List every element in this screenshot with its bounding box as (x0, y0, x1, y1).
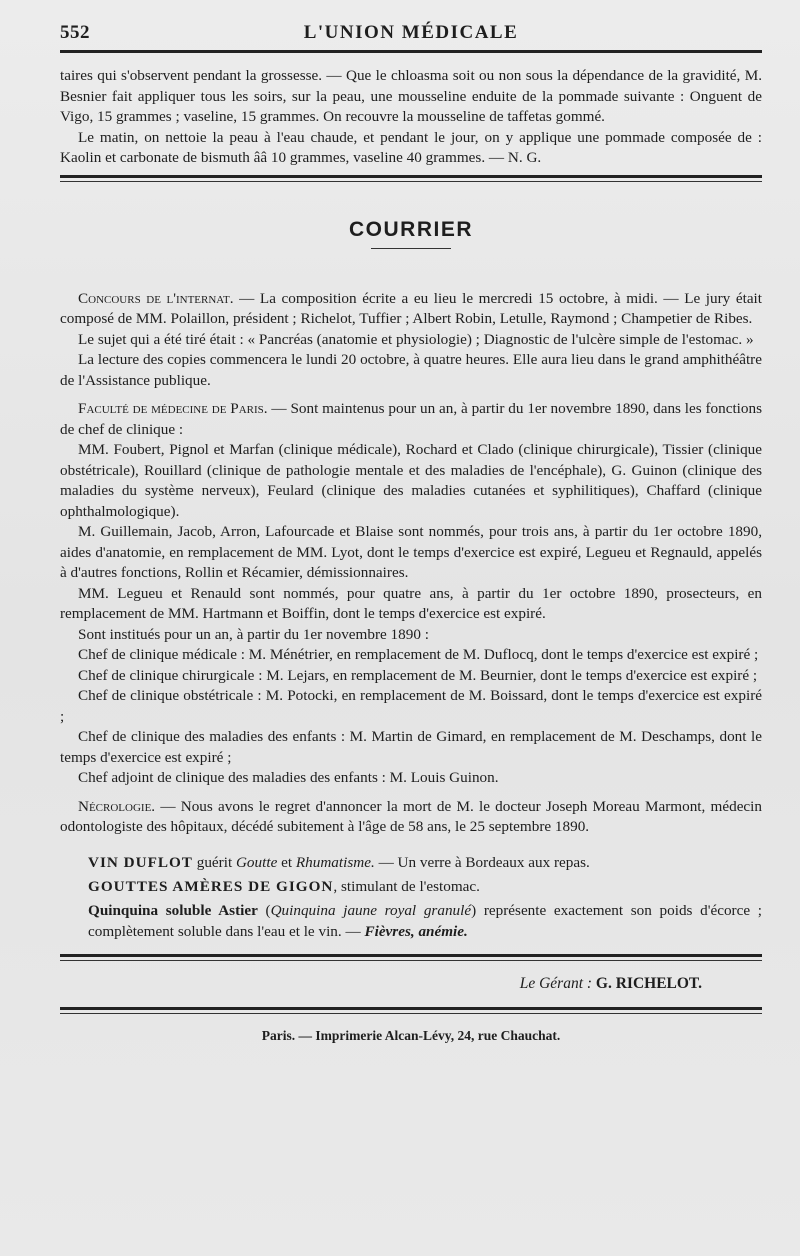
faculte-label: Faculté de médecine de Paris. (78, 400, 268, 417)
concours-label: Concours de l'internat. (78, 289, 234, 307)
faculte-text: — Sont maintenus pour un an, à partir du 1er novembre 1890, dans les fonctions de chef de clinique : (60, 400, 762, 438)
ad-gouttes-gigon: GOUTTES AMÈRES DE GIGON, stimulant de l'estomac. (88, 877, 480, 895)
paragraph-adjoint: Chef adjoint de clinique des maladies des enfants : M. Louis Guinon. (78, 769, 499, 786)
paragraph-concours (60, 289, 762, 330)
necrologie-label: Nécrologie. (78, 797, 156, 815)
paragraph-lecture: La lecture des copies commencera le lundi 20 octobre, à quatre heures. Elle aura lieu dans le grand amphithéâtre de l'Assistance publique. (60, 351, 762, 389)
ad-vin-duflot: VIN DUFLOT guérit Goutte et Rhumatisme. — Un verre à Bordeaux aux repas. (88, 853, 590, 871)
advertisements (60, 852, 762, 942)
page-header (60, 0, 762, 60)
paragraph-faculte (60, 399, 762, 440)
paragraph-prosecteurs: MM. Legueu et Renauld sont nommés, pour quatre ans, à partir du 1er octobre 1890, prosecteurs, en remplacement de MM. Hartmann et Boiffin, dont le temps d'exercice est expiré. (60, 584, 762, 622)
paragraph-chirurgicale: Chef de clinique chirurgicale : M. Lejars, en remplacement de M. Beurnier, dont le temps d'exercice est expiré ; (78, 666, 758, 684)
signature-label: Le Gérant : (519, 974, 593, 992)
paragraph-institues: Sont institués pour un an, à partir du 1er novembre 1890 : (78, 625, 429, 643)
paragraph-chefs: MM. Foubert, Pignol et Marfan (clinique médicale), Rochard et Clado (clinique chirurgicale), Tissier (clinique obstétricale), Rouillard (clinique de pathologie mentale et des maladies de l'encéphale), G. Guinon (clinique des maladies du système nerveux), Feulard (clinique des maladies cutanées et syphilitiques), Chaffard (clinique ophthalmologique). (60, 441, 762, 520)
section-title: COURRIER (348, 217, 473, 241)
paragraph-aides: M. Guillemain, Jacob, Arron, Lafourcade et Blaise sont nommés, pour trois ans, à partir du 1er octobre 1890, aides d'anatomie, en remplacement de MM. Lyot, dont le temps d'exercice est expiré, Legueu et Regnauld, appelés à d'autres fonctions, Rollin et Récamier, démissionnaires. (60, 523, 762, 581)
intro-paragraph-1: taires qui s'observent pendant la grossesse. — Que le chloasma soit ou non sous la dépendance de la gravidité, M. Besnier fait appliquer tous les soirs, sur la peau, une mousseline enduite de la pommade suivante : Onguent de Vigo, 15 grammes ; vaseline, 15 grammes. On recouvre la mousseline de taffetas gommé. (60, 67, 762, 125)
concours-text: — La composition écrite a eu lieu le mercredi 15 octobre, à midi. — Le jury était composé de MM. Polaillon, président ; Richelot, Tuffier ; Albert Robin, Letulle, Raymond ; Champetier de Ribes. (60, 289, 762, 327)
printer-footer: Paris. — Imprimerie Alcan-Lévy, 24, rue Chauchat. (261, 1027, 561, 1043)
footer-divider (60, 1007, 762, 1014)
paragraph-necrologie (60, 797, 762, 838)
ad-quinquina-astier-name: Quinquina soluble Astier (88, 901, 258, 919)
courrier-body (60, 289, 762, 838)
intro-paragraph-2: Le matin, on nettoie la peau à l'eau chaude, et pendant le jour, on y applique une pommade composée de : Kaolin et carbonate de bismuth ââ 10 grammes, vaseline 40 grammes. — N. G. (60, 128, 762, 166)
journal-title: L'UNION MÉDICALE (303, 22, 519, 43)
signature (60, 975, 702, 993)
bottom-divider (60, 954, 762, 961)
ad-quinquina-astier: Quinquina soluble Astier (Quinquina jaune royal granulé) représente exactement son poids d'écorce ; complètement soluble dans l'eau et le vin. — Fièvres, anémie. (88, 901, 762, 940)
section-title-rule (371, 248, 451, 249)
signature-name: G. RICHELOT. (592, 974, 702, 992)
ad-gouttes-gigon-name: GOUTTES AMÈRES DE GIGON (88, 877, 334, 895)
section-divider (60, 175, 762, 182)
paragraph-sujet: Le sujet qui a été tiré était : « Pancréas (anatomie et physiologie) ; Diagnostic de l'ulcère simple de l'estomac. » (78, 330, 754, 348)
page-number: 552 (60, 22, 90, 43)
paragraph-enfants: Chef de clinique des maladies des enfants : M. Martin de Gimard, en remplacement de M. Deschamps, dont le temps d'exercice est expiré ; (60, 728, 762, 766)
ad-vin-duflot-name: VIN DUFLOT (88, 853, 193, 871)
paragraph-medicale: Chef de clinique médicale : M. Ménétrier, en remplacement de M. Duflocq, dont le temps d'exercice est expiré ; (78, 646, 759, 663)
header-rule (60, 50, 762, 53)
necrologie-text: — Nous avons le regret d'annoncer la mort de M. le docteur Joseph Moreau Marmont, médecin odontologiste des hôpitaux, décédé subitement à l'âge de 58 ans, le 25 septembre 1890. (60, 797, 762, 835)
intro-text (60, 66, 762, 169)
paragraph-obstetricale: Chef de clinique obstétricale : M. Potocki, en remplacement de M. Boissard, dont le temps d'exercice est expiré ; (60, 687, 762, 725)
